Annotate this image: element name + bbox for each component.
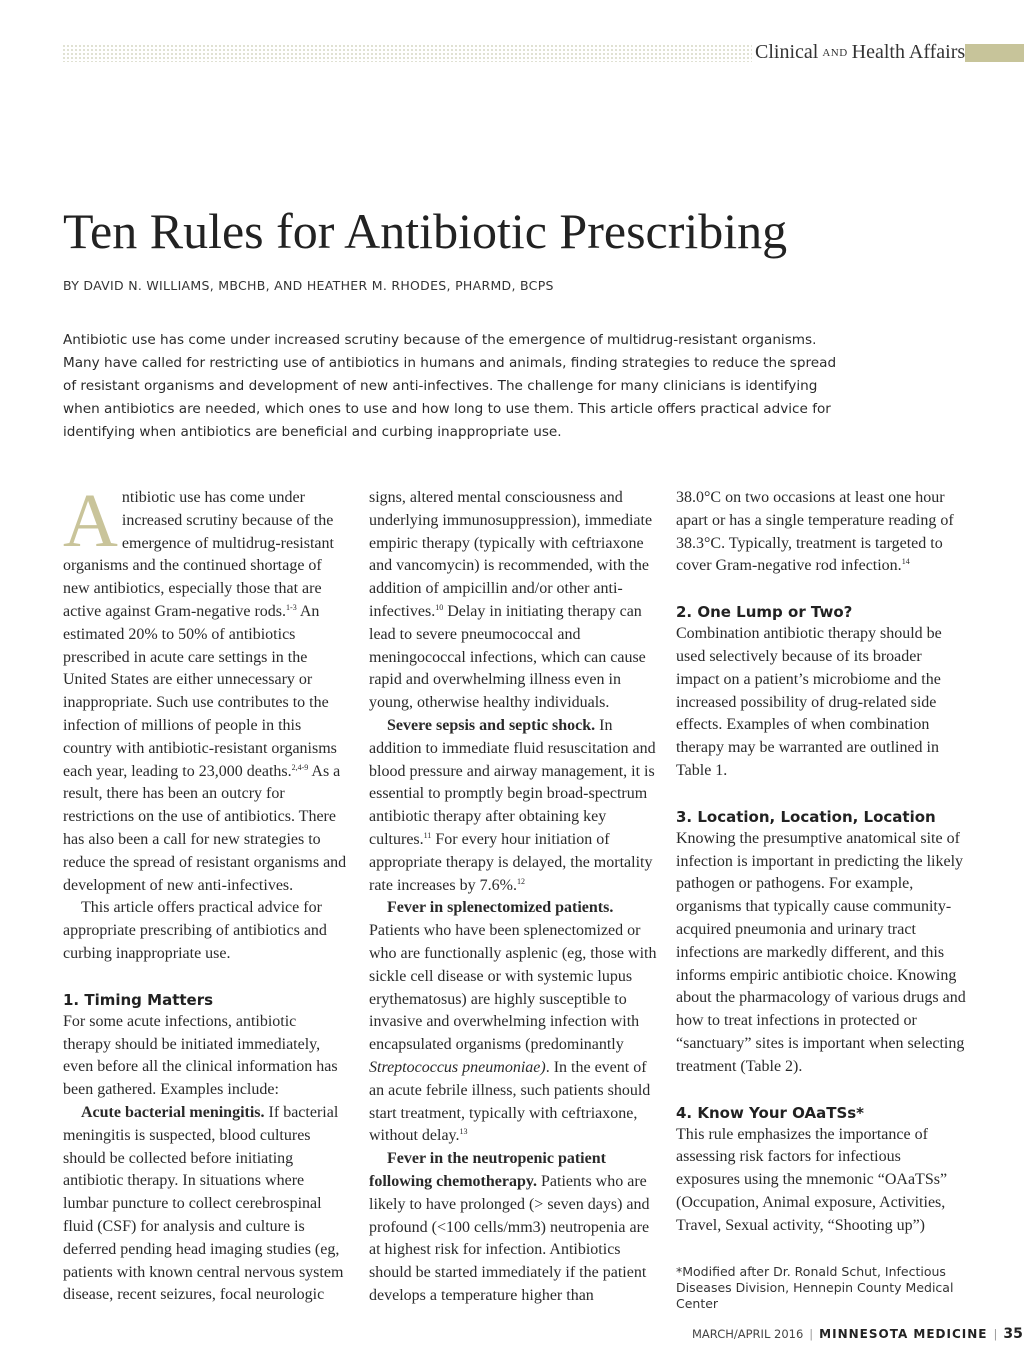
reference-superscript: 10 — [435, 602, 444, 612]
intro-paragraph-2: This article offers practical advice for appropriate prescribing of antibiotics and curbing inappropriate use. — [63, 899, 327, 962]
heading-location: 3. Location, Location, Location — [676, 807, 936, 826]
folio-divider: | — [993, 1327, 998, 1341]
heading-know-your-oaatss: 4. Know Your OAaTSs* — [676, 1103, 865, 1122]
splenectomy-run-in: Fever in splenectomized patients. — [387, 899, 614, 917]
magazine-name: MINNESOTA MEDICINE — [819, 1327, 988, 1341]
location-paragraph: Knowing the presumptive anatomical site of infection is important in predicting the likely pathogen or pathogens. For example, organisms that typically cause community-acquired pneumonia and urinary tract infections are markedly different, and this informs empiric antibiotic choice. Knowing about the pharmacology of various drugs and how to treat infections in protected or “sanctuary” sites is important when selecting treatment (Table 2). — [676, 829, 966, 1075]
intro-text-a: ntibiotic use has come under increased scrutiny because of the emergence of multidrug-resistant organisms and the continued shortage of new antibiotics, especially those that are active against Gram-negative rods. — [63, 489, 334, 620]
splenectomy-text-b: . In the event of an acute febrile illness, such patients should start treatment, typically with ceftriaxone, without delay. — [369, 1058, 651, 1145]
reference-superscript: 12 — [516, 876, 525, 886]
section-header — [755, 40, 965, 64]
meningitis-paragraph — [63, 1102, 348, 1307]
intro-text-c: As a result, there has been an outcry for restrictions on the use of antibiotics. There has also been a call for new strategies to reduce the spread of resistant organisms and development of new anti-infectives. — [63, 762, 347, 894]
issue-date: MARCH/APRIL 2016 — [692, 1327, 804, 1341]
combination-paragraph: Combination antibiotic therapy should be used selectively because of its broader impact on a patient’s microbiome and the increased possibility of drug-related side effects. Examples of when combination therapy may be warranted are outlined in Table 1. — [676, 625, 942, 779]
heading-timing-matters: 1. Timing Matters — [63, 990, 214, 1009]
article-abstract: Antibiotic use has come under increased scrutiny because of the emergence of multidrug-resistant organisms. Many have called for restricting use of antibiotics in humans and animals, finding strategies to reduce the spread of resistant organisms and development of new anti-infectives. The challenge for many clinicians is identifying when antibiotics are needed, which ones to use and how long to use them. This article offers practical advice for identifying when antibiotics are beneficial and curbing inappropriate use. — [63, 332, 837, 440]
footnote: *Modified after Dr. Ronald Schut, Infectious Diseases Division, Hennepin County Medical Center — [676, 1264, 954, 1311]
page-folio — [692, 1325, 1023, 1343]
sepsis-text-a: In addition to immediate fluid resuscitation and blood pressure and airway management, it is essential to promptly begin broad-spectrum antibiotic therapy after obtaining key cultures. — [369, 716, 656, 848]
sepsis-paragraph — [369, 715, 659, 897]
meningitis-cont-a: signs, altered mental consciousness and underlying immunosuppression), immediate empiric therapy (typically with ceftriaxone and vancomycin) is recommended, with the addition of ampicillin and/or other anti-infectives. — [369, 489, 653, 620]
drop-cap: A — [63, 479, 118, 563]
neutropenia-paragraph — [369, 1148, 659, 1308]
header-accent-block — [965, 44, 1024, 62]
intro-text-b: An estimated 20% to 50% of antibiotics prescribed in acute care settings in the United States are either unnecessary or inappropriate. Such use contributes to the infection of millions of people in this country with antibiotic-resistant organisms each year, leading to 23,000 deaths. — [63, 602, 337, 780]
meningitis-text: If bacterial meningitis is suspected, blood cultures should be collected before initiating antibiotic therapy. In situations where lumbar puncture to collect cerebrospinal fluid (CSF) for analysis and culture is deferred pending head imaging studies (eg, patients with known central nervous system disease, recent seizures, focal neurologic — [63, 1103, 344, 1304]
sepsis-run-in: Severe sepsis and septic shock. — [387, 716, 596, 734]
reference-superscript: 2,4-9 — [291, 762, 309, 772]
page-number: 35 — [1003, 1326, 1023, 1342]
column-3 — [676, 487, 966, 1238]
intro-paragraph — [63, 479, 348, 897]
meningitis-run-in: Acute bacterial meningitis. — [81, 1103, 265, 1121]
section-header-and: AND — [822, 47, 848, 59]
reference-superscript: 14 — [901, 557, 910, 567]
heading-one-lump-or-two: 2. One Lump or Two? — [676, 603, 853, 622]
neutropenia-continued — [676, 487, 966, 578]
oaatss-paragraph: This rule emphasizes the importance of assessing risk factors for infectious exposures using the mnemonic “OAaTSs” (Occupation, Animal exposure, Activities, Travel, Sexual activity, “Shooting up”) — [676, 1125, 948, 1234]
article-title: Ten Rules for Antibiotic Prescribing — [63, 203, 788, 259]
reference-superscript: 11 — [423, 830, 432, 840]
neutropenia-run-in: Fever in the neutropenic patient following chemotherapy. — [369, 1150, 606, 1190]
header-dot-pattern — [62, 44, 752, 62]
meningitis-cont-b: Delay in initiating therapy can lead to severe pneumococcal and meningococcal infections, which can cause rapid and overwhelming illness even in young, otherwise healthy individuals. — [369, 602, 646, 712]
splenectomy-paragraph — [369, 897, 659, 1148]
timing-paragraph: For some acute infections, antibiotic therapy should be initiated immediately, even before all the clinical information has been gathered. Examples include: — [63, 1012, 338, 1099]
reference-superscript: 1-3 — [286, 602, 297, 612]
column-1 — [63, 479, 348, 1307]
article-byline: BY DAVID N. WILLIAMS, MBCHB, AND HEATHER M. RHODES, PHARMD, BCPS — [63, 278, 554, 293]
section-header-right: Health Affairs — [851, 41, 966, 63]
organism-name: Streptococcus pneumoniae) — [369, 1058, 546, 1076]
sepsis-text-b: For every hour initiation of appropriate therapy is delayed, the mortality rate increases by 7.6%. — [369, 830, 653, 894]
folio-divider: | — [809, 1327, 814, 1341]
reference-superscript: 13 — [459, 1127, 468, 1137]
meningitis-continued — [369, 487, 659, 715]
column-2 — [369, 487, 659, 1308]
section-header-left: Clinical — [755, 41, 819, 63]
neutropenia-text: Patients who are likely to have prolonged (> seven days) and profound (<100 cells/mm3) neutropenia are at highest risk for infection. Antibiotics should be started immediately if the patient develops a temperature higher than — [369, 1172, 650, 1304]
neutropenia-cont-text: 38.0°C on two occasions at least one hour apart or has a single temperature reading of 38.3°C. Typically, treatment is targeted to cover Gram-negative rod infection. — [676, 489, 954, 575]
splenectomy-text-a: Patients who have been splenectomized or who are functionally asplenic (eg, those with sickle cell disease or with systemic lupus erythematosus) are highly susceptible to invasive and overwhelming infection with encapsulated organisms (predominantly — [369, 922, 657, 1054]
